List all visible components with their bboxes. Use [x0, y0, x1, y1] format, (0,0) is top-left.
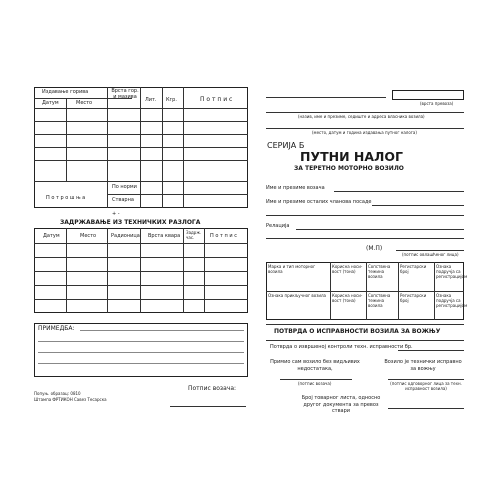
- trailer-reg-label: Регистарски број: [400, 293, 427, 303]
- crew-names-line[interactable]: [372, 205, 464, 206]
- transport-line: [266, 97, 386, 98]
- fuel-row-line: [34, 121, 248, 122]
- trailer-area-label: Ознака подручја са регистрацијом: [436, 293, 468, 308]
- delay-row-line: [34, 243, 248, 244]
- driver-name-line[interactable]: [334, 191, 464, 192]
- fuel-col-sign: П о т п и с: [200, 96, 233, 103]
- delay-col-sign: П о т п и с: [210, 233, 237, 239]
- vehicle-make-label: Марка и тип моторног возила: [268, 264, 316, 274]
- remarks-label: ПРИМЕДБА:: [38, 325, 75, 332]
- confirmation-title: ПОТВРДА О ИСПРАВНОСТИ ВОЗИЛА ЗА ВОЖЊУ: [274, 328, 441, 335]
- delay-row-line: [34, 299, 248, 300]
- fuel-by-norm: По норми: [112, 184, 137, 190]
- printer-note-1: Попуњ. образац: 0810: [34, 391, 81, 396]
- authorized-label: (потпис овлашћеног лица): [402, 252, 459, 257]
- fuel-row-line: [34, 181, 248, 182]
- delay-col-place: Место: [80, 233, 97, 239]
- controller-sig-line[interactable]: [388, 379, 464, 380]
- driver-sig-label: (потпис возача): [298, 381, 332, 386]
- place-date-line: [266, 128, 464, 129]
- company-label: (назив, име и презиме, седиште и адреса власника возила): [298, 114, 425, 119]
- technical-delay-title: ЗАДРЖАВАЊЕ ИЗ ТЕХНИЧКИХ РАЗЛОГА: [60, 219, 201, 226]
- trailer-label: Ознака прикључног возила: [268, 293, 326, 298]
- confirmation-number-label: Потврда о извршеној контроли техн. исправности бр.: [270, 344, 413, 350]
- fuel-type-label: Врста гор. и мазива: [111, 88, 139, 100]
- vehicle-col-line: [330, 262, 331, 320]
- place-date-label: (место, датум и година издавања путног налога): [312, 130, 417, 135]
- fuel-col-line: [66, 98, 67, 181]
- driver-sig-line[interactable]: [280, 379, 352, 380]
- fuel-actual: Стварна: [112, 197, 134, 203]
- trailer-capacity-label: Корисна носи-вост (тона): [332, 293, 363, 303]
- remarks-line: [38, 341, 244, 342]
- fuel-col-kg: Кгр.: [166, 97, 177, 103]
- driver-sign-line: [170, 406, 246, 407]
- delay-col-date: Датум: [43, 233, 60, 239]
- controller-sig-label: (потпис одговорног лица за техн. исправност возила): [390, 381, 462, 391]
- remarks-line: [38, 363, 244, 364]
- vehicle-weight-label: Сопствена тежина возила: [368, 264, 391, 279]
- delay-row-line: [34, 271, 248, 272]
- delay-col-fault: Врста кварa: [148, 233, 181, 239]
- stamp-label: (М.П): [366, 245, 383, 252]
- fuel-consumption: П о т р о ш њ а: [46, 195, 86, 201]
- delay-row-line: [34, 257, 248, 258]
- vehicle-area-label: Ознака подручја са регистрацијом: [436, 264, 468, 279]
- fuel-col-date: Датум: [42, 100, 59, 106]
- crew-names-label: Име и презиме осталих чланова посаде: [266, 199, 372, 205]
- driver-sign-label: Потпис возача:: [188, 385, 237, 392]
- vehicle-col-line: [434, 262, 435, 320]
- printer-note-2: Штампа ФРТИКОН Савез Тесарска: [34, 397, 107, 402]
- series-label: СЕРИЈА Б: [267, 141, 305, 150]
- trailer-weight-label: Сопствена тежина возила: [368, 293, 391, 308]
- document-title: ПУТНИ НАЛОГ: [300, 149, 404, 164]
- confirmation-bottom-line: [266, 340, 464, 341]
- fuel-plus-minus: + -: [112, 211, 120, 217]
- waybill-line[interactable]: [388, 408, 464, 409]
- relation-line[interactable]: [296, 229, 464, 230]
- technically-ok-label: Возило је технички исправно за вожњу: [384, 359, 462, 372]
- vehicle-col-line: [366, 262, 367, 320]
- relation-line-2[interactable]: [266, 238, 464, 239]
- delay-col-hours: Задрж. час.: [186, 230, 202, 240]
- confirmation-top-line: [266, 324, 464, 325]
- fuel-col-place: Место: [76, 100, 93, 106]
- remarks-line: [80, 330, 244, 331]
- delay-col-workshop: Радионица: [111, 233, 140, 239]
- fuel-col-lit: Лит.: [145, 97, 157, 103]
- vehicle-capacity-label: Корисна носи-вост (тона): [332, 264, 363, 274]
- confirmation-number-line[interactable]: [398, 350, 464, 351]
- waybill-label: Број товарног листа, односно другог документа за превоз ствари: [301, 395, 381, 414]
- transport-type-box[interactable]: [392, 90, 464, 100]
- fuel-row-line: [34, 134, 248, 135]
- fuel-header-label: Издавање горива: [42, 89, 89, 95]
- fuel-row-line: [107, 194, 248, 195]
- transport-type-label: (врста превоза): [420, 101, 454, 106]
- company-line: [266, 112, 464, 113]
- fuel-row-line: [34, 147, 248, 148]
- remarks-line: [38, 352, 244, 353]
- fuel-row-line: [34, 160, 248, 161]
- authorized-line[interactable]: [396, 250, 464, 251]
- vehicle-col-line: [398, 262, 399, 320]
- relation-label: Релација: [266, 223, 290, 229]
- driver-name-label: Име и презиме возача: [266, 185, 325, 191]
- vehicle-reg-label: Регистарски број: [400, 264, 427, 274]
- crew-names-line-2[interactable]: [266, 215, 464, 216]
- document-subtitle: ЗА ТЕРЕТНО МОТОРНО ВОЗИЛО: [294, 165, 404, 172]
- accepted-label: Примио сам возило без видљивих недостатака,: [270, 359, 360, 372]
- delay-row-line: [34, 285, 248, 286]
